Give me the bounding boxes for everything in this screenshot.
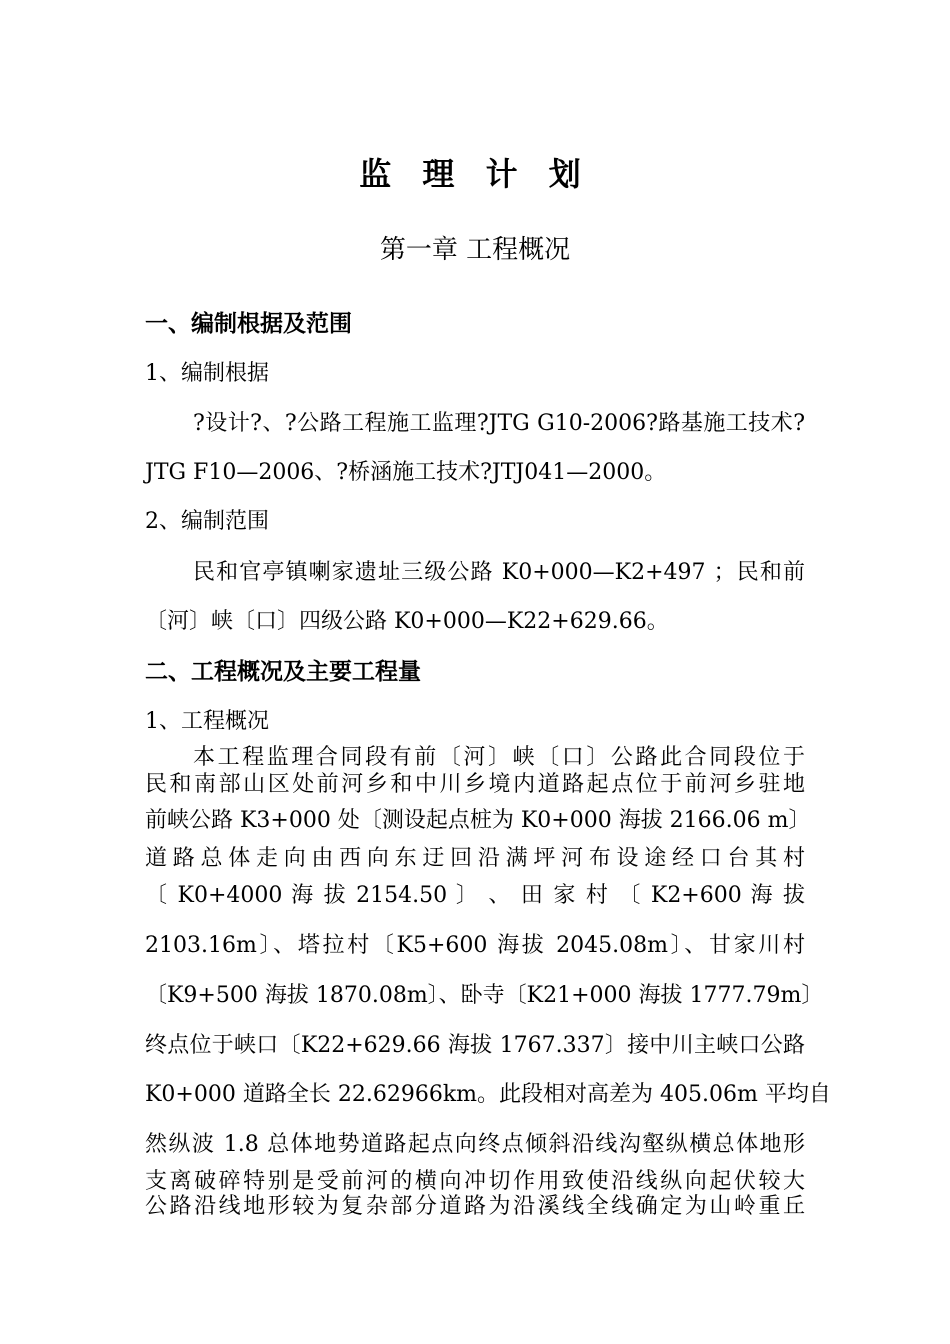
paragraph-line: 本工程监理合同段有前〔河〕峡〔口〕公路此合同段位于	[193, 745, 805, 770]
paragraph-line: 民和南部山区处前河乡和中川乡境内道路起点位于前河乡驻地	[145, 772, 805, 797]
paragraph-line: 〔 K0+4000 海 拔 2154.50 〕 、 田 家 村 〔 K2+600 海 拔	[145, 883, 805, 908]
paragraph-line: 然纵波 1.8 总体地势道路起点向终点倾斜沿线沟壑纵横总体地形	[145, 1132, 805, 1157]
paragraph-line: 〔河〕峡〔口〕四级公路 K0+000—K22+629.66。	[145, 609, 669, 634]
document-title: 监 理 计 划	[359, 155, 591, 193]
paragraph-line: 前峡公路 K3+000 处〔测设起点桩为 K0+000 海拔 2166.06 m〕	[145, 808, 811, 833]
section-heading-2: 二、工程概况及主要工程量	[145, 659, 421, 685]
paragraph-line: 民和官亭镇喇家遗址三级公路 K0+000—K2+497 ；民和前	[193, 560, 805, 585]
paragraph-line: 终点位于峡口〔K22+629.66 海拔 1767.337〕接中川主峡口公路	[145, 1033, 805, 1058]
paragraph-line: 道路总体走向由西向东迂回沿满坪河布设途经口台其村	[145, 846, 805, 871]
subsection-label-scope: 2、编制范围	[145, 509, 269, 534]
paragraph-line: ?设计?、?公路工程施工监理?JTG G10-2006?路基施工技术?	[193, 411, 805, 436]
subsection-label-overview: 1、工程概况	[145, 709, 269, 734]
section-heading-1: 一、编制根据及范围	[145, 311, 352, 337]
paragraph-line: 公路沿线地形较为复杂部分道路为沿溪线全线确定为山岭重丘	[145, 1194, 805, 1219]
paragraph-line: JTG F10—2006、?桥涵施工技术?JTJ041—2000。	[145, 460, 667, 485]
chapter-heading: 第一章 工程概况	[379, 235, 571, 265]
paragraph-line: 支离破碎特别是受前河的横向冲切作用致使沿线纵向起伏较大	[145, 1169, 805, 1194]
subsection-label-basis: 1、编制根据	[145, 361, 269, 386]
paragraph-line: K0+000 道路全长 22.62966km。此段相对高差为 405.06m 平均自	[145, 1082, 831, 1107]
paragraph-line: 〔K9+500 海拔 1870.08m〕、卧寺〔K21+000 海拔 1777.79m〕	[145, 983, 824, 1008]
paragraph-line: 2103.16m〕、塔拉村〔K5+600 海拔 2045.08m〕、甘家川村	[145, 933, 805, 958]
